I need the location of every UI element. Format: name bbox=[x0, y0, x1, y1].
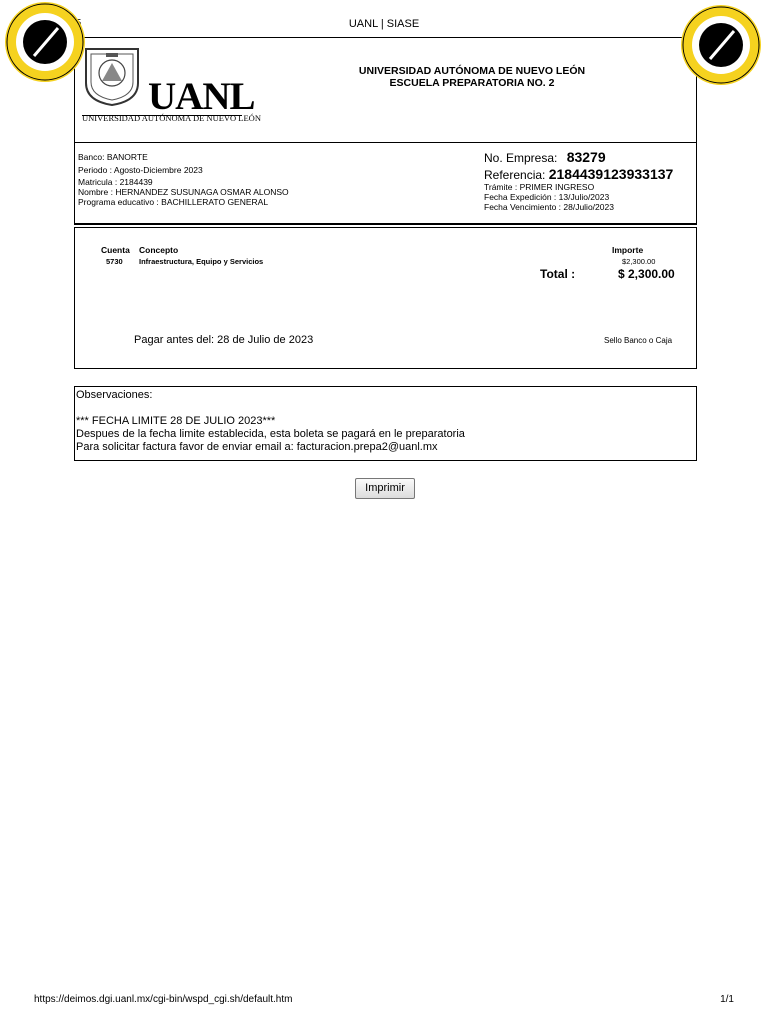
issue-date-label: Fecha Expedición : 13/Julio/2023 bbox=[484, 192, 610, 202]
row-amount: $2,300.00 bbox=[622, 257, 656, 266]
company-number-label: No. Empresa: bbox=[484, 151, 558, 165]
school-name: ESCUELA PREPARATORIA NO. 2 bbox=[389, 77, 555, 89]
print-url: https://deimos.dgi.uanl.mx/cgi-bin/wspd_cgi.sh/default.htm bbox=[34, 994, 293, 1005]
university-name: UNIVERSIDAD AUTÓNOMA DE NUEVO LEÓN bbox=[358, 65, 586, 77]
program-label: Programa educativo : BACHILLERATO GENERAL bbox=[78, 197, 269, 207]
row-account: 5730 bbox=[106, 257, 123, 266]
divider bbox=[75, 142, 696, 143]
column-header-amount: Importe bbox=[612, 245, 644, 255]
watermark-badge-icon bbox=[0, 0, 86, 86]
pay-before-date: Pagar antes del: 28 de Julio de 2023 bbox=[134, 334, 314, 346]
reference-label: Referencia: bbox=[484, 168, 546, 182]
company-number-value: 83279 bbox=[566, 149, 606, 165]
row-concept: Infraestructura, Equipo y Servicios bbox=[139, 257, 264, 266]
observations-title: Observaciones: bbox=[76, 389, 153, 401]
observation-line: Despues de la fecha limite establecida, esta boleta se pagará en le preparatoria bbox=[76, 428, 465, 440]
page-title: UANL | SIASE bbox=[348, 18, 420, 30]
uanl-shield-logo bbox=[80, 45, 144, 107]
period-label: Periodo : Agosto-Diciembre 2023 bbox=[78, 165, 203, 175]
watermark-badge-icon bbox=[678, 2, 764, 88]
due-date-label: Fecha Vencimiento : 28/Julio/2023 bbox=[484, 202, 614, 212]
print-button[interactable]: Imprimir bbox=[355, 478, 415, 499]
name-label: Nombre : HERNANDEZ SUSUNAGA OSMAR ALONSO bbox=[78, 187, 289, 197]
procedure-label: Trámite : PRIMER INGRESO bbox=[484, 182, 595, 192]
reference-number bbox=[484, 166, 673, 182]
observations-text bbox=[76, 389, 465, 454]
divider bbox=[75, 223, 696, 224]
reference-value: 2184439123933137 bbox=[548, 166, 674, 182]
company-number bbox=[484, 149, 673, 165]
column-header-account: Cuenta bbox=[101, 245, 130, 255]
uanl-wordmark: UANL bbox=[148, 75, 255, 118]
watermark-stamp-left[interactable] bbox=[0, 0, 86, 86]
bank-label: Banco: BANORTE bbox=[78, 152, 148, 162]
page-number: 1/1 bbox=[720, 994, 734, 1005]
student-info bbox=[78, 152, 289, 207]
observation-line: Para solicitar factura favor de enviar email a: facturacion.prepa2@uanl.mx bbox=[76, 441, 438, 453]
stamp-label: Sello Banco o Caja bbox=[604, 336, 673, 345]
total-value: $ 2,300.00 bbox=[618, 267, 675, 281]
payment-reference-info bbox=[484, 149, 673, 212]
total-label: Total : bbox=[540, 267, 576, 281]
observation-line: *** FECHA LIMITE 28 DE JULIO 2023*** bbox=[76, 415, 276, 427]
uanl-subtitle: UNIVERSIDAD AUTÓNOMA DE NUEVO LEÓN bbox=[82, 113, 261, 123]
column-header-concept: Concepto bbox=[139, 245, 179, 255]
enrollment-label: Matricula : 2184439 bbox=[78, 177, 153, 187]
institution-header bbox=[310, 65, 634, 89]
watermark-stamp-right[interactable] bbox=[678, 2, 764, 88]
